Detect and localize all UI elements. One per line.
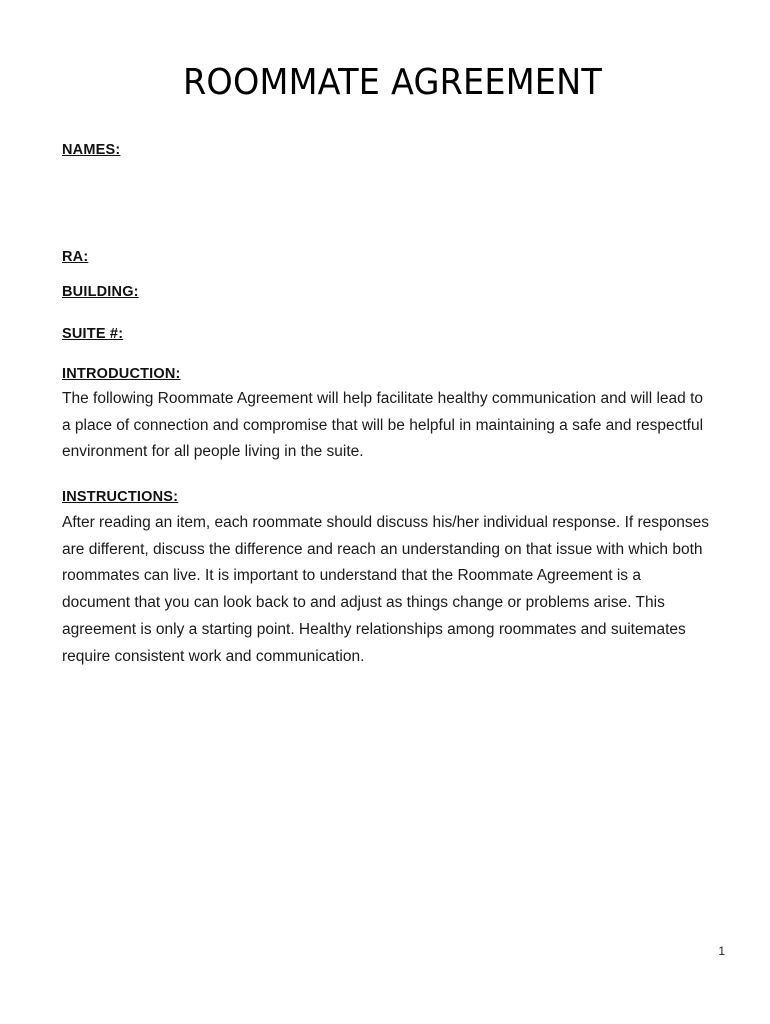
page-title: ROOMMATE AGREEMENT [182, 62, 602, 103]
names-label: NAMES: [62, 142, 121, 158]
introduction-text: The following Roommate Agreement will help facilitate healthy communication and will lead to a place of connection and compromise that will be helpful in maintaining a safe and respectful environment for all people living in the suite. [62, 390, 704, 461]
building-label: BUILDING: [62, 284, 139, 300]
instructions-text: After reading an item, each roommate should discuss his/her individual response. If responses are different, discuss the difference and reach an understanding on that issue with which both roommates can live. It is important to understand that the Roommate Agreement is a document that you can look back to and adjust as things change or problems arise. This agreement is only a starting point. Healthy relationships among roommates and suitemates require consistent work and communication. [62, 514, 710, 665]
introduction-heading: INTRODUCTION: [62, 366, 181, 382]
ra-label: RA: [62, 249, 89, 265]
page-number: 1 [718, 944, 725, 958]
suite-number-label: SUITE #: [62, 326, 124, 342]
instructions-heading: INSTRUCTIONS: [62, 489, 179, 505]
